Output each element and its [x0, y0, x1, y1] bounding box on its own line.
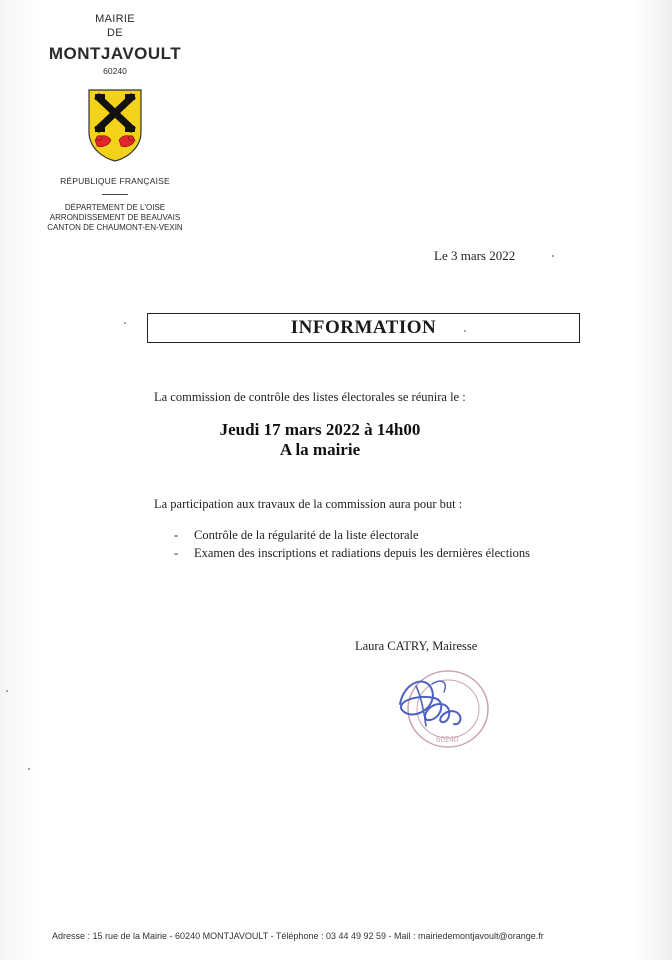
postal-code: 60240: [103, 66, 127, 76]
stamp-postal-code: 60240: [436, 735, 459, 744]
signature-stamp-icon: [386, 664, 498, 754]
scan-speck: [124, 322, 126, 324]
scan-speck: [28, 768, 30, 770]
intro-text: La commission de contrôle des listes électorales se réunira le :: [154, 390, 466, 404]
coat-of-arms-icon: [87, 88, 143, 162]
canton-line: CANTON DE CHAUMONT-EN-VEXIN: [47, 223, 183, 232]
signatory: Laura CATRY, Mairesse: [355, 639, 478, 653]
republic-label: RÉPUBLIQUE FRANÇAISE: [60, 176, 170, 186]
scan-speck: [552, 255, 554, 257]
list-item: - Contrôle de la régularité de la liste électorale: [170, 526, 530, 544]
scan-speck: [6, 690, 8, 692]
letter-date: Le 3 mars 2022: [434, 248, 516, 263]
meeting-details: [150, 420, 490, 460]
meeting-date: Jeudi 17 mars 2022 à 14h00: [219, 420, 421, 439]
department-line: DÉPARTEMENT DE L'OISE: [64, 203, 166, 212]
divider: [102, 194, 128, 195]
arrondissement-line: ARRONDISSEMENT DE BEAUVAIS: [49, 213, 181, 222]
list-item: - Examen des inscriptions et radiations depuis les dernières élections: [170, 544, 530, 562]
de-label: DE: [107, 27, 123, 39]
footer-address: Adresse : 15 rue de la Mairie - 60240 MONTJAVOULT - Téléphone : 03 44 49 92 59 - Mail : mairiedemontjavoult@orange.fr: [52, 931, 544, 941]
page-title: INFORMATION: [290, 317, 437, 338]
letterhead: [30, 12, 200, 233]
scan-speck: [464, 330, 466, 332]
purpose-list: [170, 526, 530, 562]
purpose-intro: La participation aux travaux de la commission aura pour but :: [154, 497, 463, 511]
title-box: [147, 313, 580, 343]
mairie-label: MAIRIE: [95, 13, 135, 25]
meeting-location: A la mairie: [279, 440, 361, 459]
town-name: MONTJAVOULT: [48, 44, 182, 63]
